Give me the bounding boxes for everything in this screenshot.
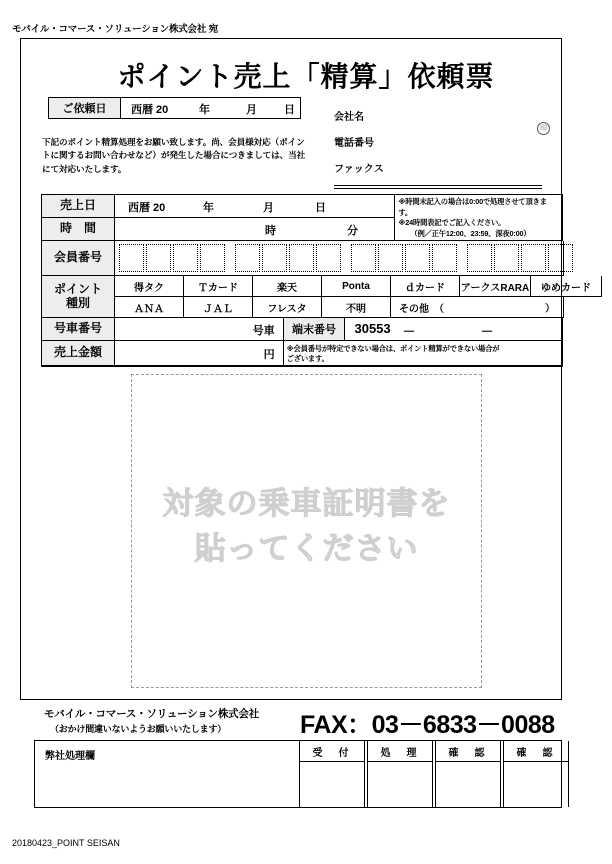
company-phone-row[interactable] xyxy=(334,134,542,160)
point-type-option-fresta[interactable]: フレスタ xyxy=(253,297,322,318)
internal-processing-cell-label: 受 付 xyxy=(300,741,364,762)
point-type-row-2 xyxy=(115,297,602,318)
point-type-option-tokutaku[interactable]: 得タク xyxy=(115,276,184,297)
paste-watermark-line2: 貼ってください xyxy=(194,530,419,566)
main-form-table xyxy=(41,194,591,367)
request-date-label: ご依頼日 xyxy=(49,98,121,118)
time-note-spacer xyxy=(395,218,563,241)
member-number-group xyxy=(235,244,343,272)
sale-date-day-unit: 日 xyxy=(315,202,326,214)
member-number-digit-box[interactable] xyxy=(521,244,546,272)
sale-date-year-unit: 年 xyxy=(203,202,214,214)
terminal-number-value: 30553 xyxy=(354,321,391,336)
internal-processing-cell-label: 処 理 xyxy=(368,741,432,762)
point-type-option-fumei[interactable]: 不明 xyxy=(322,297,391,318)
sale-amount-unit: 円 xyxy=(263,349,275,361)
terminal-number-label: 端末番号 xyxy=(284,318,346,341)
internal-processing-cell[interactable] xyxy=(503,741,569,807)
addressee-line: モバイル・コマース・ソリューション株式会社 宛 xyxy=(12,24,218,35)
point-type-options xyxy=(115,276,602,318)
point-type-other-label: その他 （ xyxy=(399,303,444,315)
company-name-label: 会社名 xyxy=(334,112,364,123)
company-block-rule-bottom xyxy=(334,188,542,189)
internal-processing-title: 弊社処理欄 xyxy=(45,751,95,762)
internal-processing-cells xyxy=(299,741,571,807)
point-type-option-ponta[interactable]: Ponta xyxy=(322,276,391,297)
member-number-digit-box[interactable] xyxy=(173,244,198,272)
time-row xyxy=(42,218,563,241)
fax-number: FAX：03－6833－0088 xyxy=(300,711,555,739)
footer-company-note: （おかけ間違いないようお願いいたします） xyxy=(50,724,227,734)
point-type-option-yume-card[interactable]: ゆめカード xyxy=(531,276,602,297)
seal-stamp-icon: 印 xyxy=(537,122,550,135)
sale-amount-field[interactable] xyxy=(115,341,284,366)
time-note-line2: ※24時間表記でご記入ください。 xyxy=(398,218,506,228)
sale-date-month-unit: 月 xyxy=(263,202,274,214)
request-date-day-unit: 日 xyxy=(284,104,295,116)
member-number-digit-box[interactable] xyxy=(262,244,287,272)
sale-date-row xyxy=(42,195,563,238)
vehicle-number-row xyxy=(42,318,563,341)
internal-processing-box xyxy=(34,740,562,808)
member-number-field[interactable] xyxy=(115,241,564,276)
request-date-year-unit: 年 xyxy=(199,104,210,116)
member-number-group xyxy=(467,244,575,272)
sale-date-field[interactable] xyxy=(115,195,395,218)
member-number-group xyxy=(119,244,227,272)
sale-amount-note xyxy=(284,341,563,366)
time-note-line3: （例／正午12:00、23:59、深夜0:00） xyxy=(410,228,531,238)
member-number-group xyxy=(351,244,459,272)
time-label: 時 間 xyxy=(42,218,115,241)
sale-amount-row xyxy=(42,341,563,366)
sale-amount-note-line2: ございます。 xyxy=(286,354,329,364)
internal-processing-cell[interactable] xyxy=(299,741,365,807)
internal-processing-cell-label: 確 認 xyxy=(504,741,568,762)
request-date-block xyxy=(48,97,301,119)
point-type-label xyxy=(42,276,115,318)
internal-processing-cell[interactable] xyxy=(367,741,433,807)
member-number-digit-box[interactable] xyxy=(289,244,314,272)
point-type-row xyxy=(42,276,591,318)
internal-processing-cell-label: 確 認 xyxy=(436,741,500,762)
member-number-digit-box[interactable] xyxy=(494,244,519,272)
sale-amount-note-line1: ※会員番号が特定できない場合は、ポイント精算ができない場合が xyxy=(286,344,500,353)
member-number-row xyxy=(42,241,563,276)
time-note-line1: ※時間未記入の場合は0:00で処理させて頂きます。 xyxy=(398,197,547,217)
member-number-digit-box[interactable] xyxy=(146,244,171,272)
company-name-row[interactable] xyxy=(334,108,542,134)
time-note-block xyxy=(395,195,563,238)
member-number-digit-box[interactable] xyxy=(405,244,430,272)
page-title: ポイント売上「精算」依頼票 xyxy=(117,61,495,92)
request-date-era: 西暦 20 xyxy=(131,104,169,116)
member-number-digit-box[interactable] xyxy=(119,244,144,272)
sale-amount-label: 売上金額 xyxy=(42,341,115,366)
intro-paragraph: 下記のポイント精算処理をお願い致します。尚、会員様対応（ポイントに関するお問い合わせなど）が発生した場合につきましては、当社にて対応いたします。 xyxy=(42,137,306,174)
point-type-label-line1: ポイント xyxy=(53,281,102,296)
company-block-rule-top xyxy=(334,185,542,186)
member-number-digit-box[interactable] xyxy=(548,244,573,272)
point-type-option-ana[interactable]: ＡＮＡ xyxy=(115,297,184,318)
paste-watermark-line1: 対象の乗車証明書を xyxy=(162,486,451,521)
terminal-number-dash-2: － xyxy=(480,324,494,339)
point-type-row-1 xyxy=(115,276,602,297)
point-type-label-line2: 種別 xyxy=(65,295,90,310)
document-code: 20180423_POINT SEISAN xyxy=(12,838,120,848)
footer-company-name: モバイル・コマース・ソリューション株式会社 xyxy=(44,708,260,720)
request-date-month-unit: 月 xyxy=(246,104,257,116)
time-hour-unit: 時 xyxy=(265,225,276,237)
point-type-option-dcard[interactable]: ｄカード xyxy=(391,276,460,297)
member-number-label: 会員番号 xyxy=(42,241,115,276)
member-number-digit-box[interactable] xyxy=(235,244,260,272)
company-fax-row[interactable] xyxy=(334,160,542,186)
point-type-option-arcs-rara[interactable]: アークスRARA xyxy=(460,276,531,297)
point-type-option-other[interactable] xyxy=(391,297,564,318)
sale-date-label: 売上日 xyxy=(42,195,115,218)
time-field[interactable] xyxy=(115,218,395,241)
point-type-option-tcard[interactable]: Ｔカード xyxy=(184,276,253,297)
time-minute-unit: 分 xyxy=(347,225,358,237)
sale-date-era: 西暦 20 xyxy=(128,202,166,214)
terminal-number-dash-1: － xyxy=(402,324,416,339)
member-number-digit-box[interactable] xyxy=(378,244,403,272)
point-type-other-close: ） xyxy=(545,303,555,315)
request-date-field[interactable] xyxy=(121,98,300,118)
vehicle-number-unit: 号車 xyxy=(252,325,275,337)
company-info-block xyxy=(334,108,542,186)
vehicle-number-field[interactable] xyxy=(115,318,284,341)
member-number-digit-box[interactable] xyxy=(316,244,341,272)
receipt-paste-area[interactable] xyxy=(131,374,482,688)
member-number-digit-box[interactable] xyxy=(432,244,457,272)
point-type-option-jal[interactable]: ＪＡＬ xyxy=(184,297,253,318)
member-number-digit-box[interactable] xyxy=(351,244,376,272)
vehicle-number-label: 号車番号 xyxy=(42,318,115,341)
point-type-option-rakuten[interactable]: 楽天 xyxy=(253,276,322,297)
member-number-digit-box[interactable] xyxy=(467,244,492,272)
internal-processing-cell[interactable] xyxy=(435,741,501,807)
member-number-digit-box[interactable] xyxy=(200,244,225,272)
company-phone-label: 電話番号 xyxy=(334,138,374,149)
company-fax-label: ファックス xyxy=(334,164,384,175)
terminal-number-field[interactable] xyxy=(345,318,563,341)
